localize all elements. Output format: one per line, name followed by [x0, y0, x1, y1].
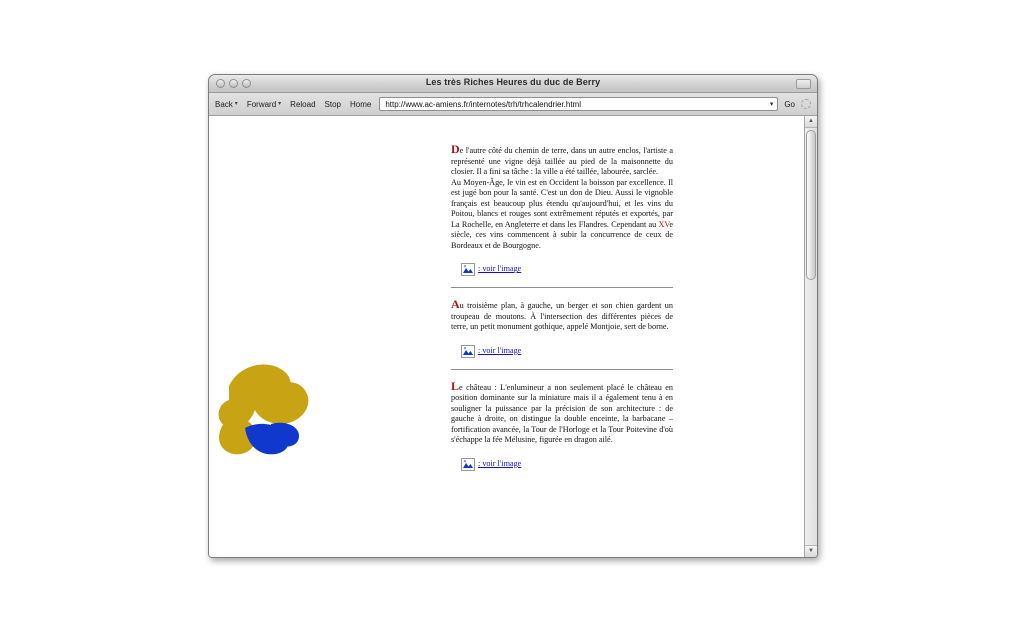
scroll-up-arrow-icon[interactable]: ▲ [805, 116, 817, 128]
image-link-label[interactable]: : voir l'image [478, 264, 522, 274]
stop-button-label: Stop [324, 99, 341, 109]
article-block [451, 378, 673, 471]
stop-button[interactable] [325, 100, 341, 109]
dropcap: D [451, 142, 460, 156]
paragraph-text-pre: Au Moyen-Âge, le vin est en Occident la boisson par excellence. Il est jugé bon pour la santé. C'est un don de Dieu. Aussi le vignoble français est beaucoup plus étendu qu'aujourd'hui, et les vins du Poitou, blancs et rouges sont extrêmement réputés et exportés, par La Rochelle, en Angleterre et dans les Flandres. Cependant au [451, 177, 673, 229]
browser-window [208, 74, 818, 558]
chevron-down-icon: ▾ [278, 101, 282, 107]
image-thumbnail-icon [461, 458, 475, 471]
chevron-down-icon: ▾ [234, 101, 238, 107]
url-input[interactable]: http://www.ac-amiens.fr/internotes/trh/trhcalendrier.html [385, 99, 581, 109]
window-title: Les très Riches Heures du duc de Berry [425, 77, 601, 87]
scroll-down-arrow-icon[interactable]: ▼ [805, 545, 817, 557]
paragraph [451, 178, 673, 252]
back-button[interactable] [215, 100, 238, 109]
content-area [209, 116, 817, 557]
divider [451, 369, 673, 370]
image-link[interactable] [461, 345, 673, 358]
reload-button-label: Reload [290, 99, 316, 109]
toolbar-toggle-icon[interactable] [796, 79, 811, 89]
image-link[interactable] [461, 458, 673, 471]
go-button[interactable]: Go [784, 99, 795, 109]
vertical-scrollbar[interactable] [804, 116, 817, 557]
paragraph-text: u troisième plan, à gauche, un berger et son chien gardent un troupeau de moutons. À l'intersection des différentes pièces de terre, un petit monument gothique, appelé Montjoie, sert de borne. [451, 301, 673, 331]
back-button-label: Back [215, 99, 233, 109]
paragraph [451, 299, 673, 333]
navigation-buttons [215, 100, 371, 109]
dropcap: L [451, 378, 460, 393]
image-link[interactable] [461, 263, 673, 276]
paragraph [451, 378, 673, 446]
dropcap: A [451, 297, 460, 311]
divider [451, 287, 673, 288]
home-button-label: Home [350, 99, 372, 109]
vertical-scrollbar-thumb[interactable] [806, 130, 816, 280]
paragraph-text-post: e siècle, ces vins commencent à subir la concurrence de ceux de Bordeaux et de Bourgogne. [451, 219, 673, 250]
forward-button-label: Forward [246, 99, 277, 109]
forward-button[interactable] [247, 100, 281, 109]
article-block [451, 299, 673, 370]
paragraph-text: e château : L'enlumineur a non seulement placé le château en position dominante sur la miniature mais il a également tenu à en souligner la puissance par la précision de son architecture : de gauche à droite, on distingue la double enceinte, la barbacane – fortification avancée, la Tour de l'Horloge et la Tour Poitevine d'où s'échappe la fée Mélusine, figurée en dragon ailé. [451, 382, 673, 444]
loading-spinner-icon [801, 99, 811, 109]
paragraph-text: e l'autre côté du chemin de terre, dans un autre enclos, l'artiste a représenté une vigne déjà taillée au pied de la maisonnette du closier. Il a fini sa tâche : la ville a été taillée, labourée, sarclée. [451, 146, 673, 176]
web-page [209, 116, 804, 557]
reload-button[interactable] [290, 100, 315, 109]
address-bar[interactable] [379, 97, 778, 111]
browser-toolbar [209, 93, 817, 116]
chevron-down-icon[interactable]: ▾ [769, 101, 774, 108]
window-titlebar[interactable] [209, 75, 817, 93]
image-thumbnail-icon [461, 345, 475, 358]
horizontal-scrollbar[interactable] [209, 557, 817, 558]
paragraph [451, 144, 673, 178]
article-block [451, 144, 673, 288]
home-button[interactable] [350, 100, 371, 109]
roman-numeral: XV [658, 219, 670, 229]
image-link-label[interactable]: : voir l'image [478, 458, 522, 468]
image-thumbnail-icon [461, 263, 475, 276]
article-column [451, 144, 673, 471]
decorative-glyph-artwork [211, 328, 341, 458]
image-link-label[interactable]: : voir l'image [478, 345, 522, 355]
